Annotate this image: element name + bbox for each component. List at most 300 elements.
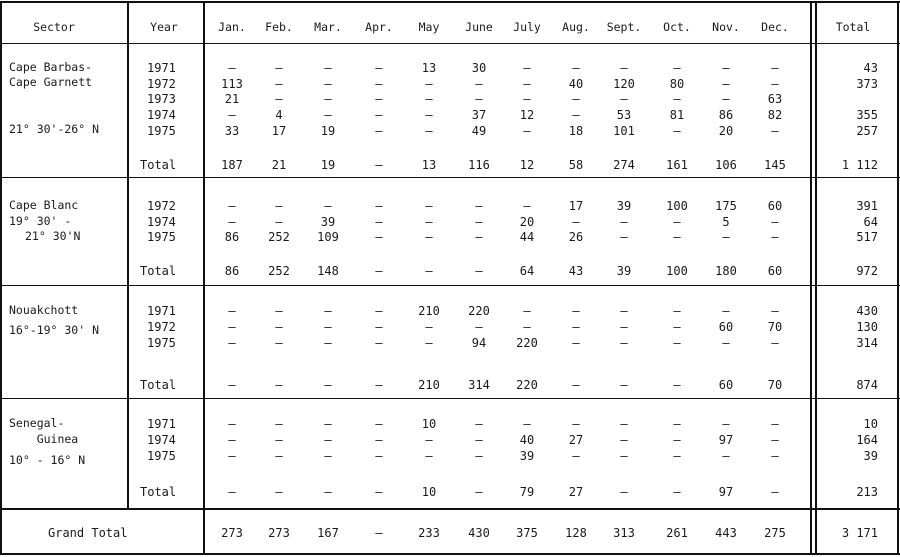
month-value-cell: 5: [722, 215, 730, 229]
month-value-cell: 109: [317, 230, 339, 244]
subtotal-value-cell: 210: [418, 378, 440, 392]
sector-label: 21° 30'N: [25, 229, 81, 243]
month-value-cell: –: [275, 449, 283, 463]
month-value-cell: 40: [519, 433, 535, 447]
month-value-cell: –: [228, 61, 236, 75]
month-value-cell: –: [673, 336, 681, 350]
subtotal-value-cell: 60: [718, 378, 734, 392]
grand-total-value-cell: 275: [764, 526, 786, 540]
subtotal-value-cell: –: [620, 485, 628, 499]
month-value-cell: –: [425, 320, 433, 334]
subtotal-value-cell: 187: [221, 158, 243, 172]
subtotal-value-cell: 58: [568, 158, 584, 172]
subtotal-value-cell: 116: [468, 158, 490, 172]
grand-total-value-cell: –: [375, 526, 383, 540]
year-month-divider: [203, 1, 205, 555]
row-total-cell: 430: [856, 304, 878, 318]
header-rule: [0, 43, 900, 44]
month-value-cell: 94: [471, 336, 487, 350]
month-value-cell: –: [375, 449, 383, 463]
year-cell: 1971: [147, 304, 176, 318]
subtotal-value-cell: 21: [271, 158, 287, 172]
month-value-cell: –: [523, 61, 531, 75]
month-value-cell: 19: [320, 124, 336, 138]
month-value-cell: 13: [421, 61, 437, 75]
month-value-cell: –: [620, 336, 628, 350]
subtotal-value-cell: 106: [715, 158, 737, 172]
month-value-cell: 86: [718, 108, 734, 122]
subtotal-value-cell: 79: [519, 485, 535, 499]
month-value-cell: –: [722, 230, 730, 244]
year-cell: 1974: [147, 108, 176, 122]
month-value-cell: –: [375, 77, 383, 91]
month-value-cell: –: [572, 320, 580, 334]
subtotal-value-cell: –: [228, 485, 236, 499]
group-rule: [0, 177, 900, 178]
sector-label: 10° - 16° N: [9, 453, 86, 467]
right-border: [897, 1, 899, 555]
month-value-cell: –: [375, 417, 383, 431]
month-value-cell: –: [572, 304, 580, 318]
subtotal-value-cell: –: [673, 378, 681, 392]
month-value-cell: –: [673, 230, 681, 244]
month-value-cell: –: [228, 215, 236, 229]
sector-year-divider: [127, 1, 129, 509]
subtotal-label: Total: [140, 158, 177, 172]
month-value-cell: –: [771, 304, 779, 318]
sector-label: Cape Barbas-: [9, 60, 93, 74]
month-value-cell: –: [722, 417, 730, 431]
month-value-cell: –: [722, 336, 730, 350]
column-header-month: Mar.: [314, 20, 342, 34]
month-value-cell: 210: [418, 304, 440, 318]
year-cell: 1974: [147, 433, 176, 447]
year-cell: 1975: [147, 449, 176, 463]
month-value-cell: –: [324, 320, 332, 334]
month-value-cell: –: [722, 61, 730, 75]
month-value-cell: 86: [224, 230, 240, 244]
month-value-cell: 70: [767, 320, 783, 334]
month-value-cell: 39: [616, 199, 632, 213]
month-value-cell: –: [425, 433, 433, 447]
subtotal-value-cell: 97: [718, 485, 734, 499]
month-value-cell: –: [771, 124, 779, 138]
subtotal-value-cell: –: [375, 485, 383, 499]
month-value-cell: –: [771, 417, 779, 431]
subtotal-value-cell: –: [572, 378, 580, 392]
year-cell: 1974: [147, 215, 176, 229]
row-total-cell: 517: [856, 230, 878, 244]
month-value-cell: –: [620, 417, 628, 431]
month-value-cell: –: [425, 215, 433, 229]
subtotal-value-cell: –: [475, 264, 483, 278]
subtotal-value-cell: –: [375, 378, 383, 392]
month-value-cell: –: [722, 77, 730, 91]
month-value-cell: –: [475, 449, 483, 463]
month-value-cell: 33: [224, 124, 240, 138]
month-value-cell: –: [523, 77, 531, 91]
month-value-cell: 175: [715, 199, 737, 213]
sector-label: 19° 30' -: [9, 214, 72, 228]
month-value-cell: 220: [516, 336, 538, 350]
month-value-cell: 252: [268, 230, 290, 244]
month-value-cell: –: [324, 336, 332, 350]
subtotal-value-cell: –: [475, 485, 483, 499]
subtotal-label: Total: [140, 264, 177, 278]
grand-total-value-cell: 430: [468, 526, 490, 540]
subtotal-value-cell: 180: [715, 264, 737, 278]
month-value-cell: 100: [666, 199, 688, 213]
subtotal-value-cell: 161: [666, 158, 688, 172]
month-value-cell: –: [771, 77, 779, 91]
subtotal-value-cell: 13: [421, 158, 437, 172]
column-header-month: July: [513, 20, 541, 34]
column-header-month: Nov.: [712, 20, 740, 34]
month-value-cell: –: [275, 77, 283, 91]
month-value-cell: 18: [568, 124, 584, 138]
month-value-cell: –: [275, 199, 283, 213]
subtotal-value-cell: 27: [568, 485, 584, 499]
row-total-cell: 43: [863, 61, 878, 75]
subtotal-value-cell: 314: [468, 378, 490, 392]
month-value-cell: –: [673, 320, 681, 334]
month-value-cell: 60: [767, 199, 783, 213]
month-value-cell: –: [572, 61, 580, 75]
column-header-month: Oct.: [663, 20, 691, 34]
month-value-cell: –: [275, 215, 283, 229]
month-value-cell: –: [523, 92, 531, 106]
month-value-cell: –: [771, 449, 779, 463]
row-total-cell: 10: [863, 417, 878, 431]
column-header-total: Total: [835, 20, 871, 34]
month-value-cell: 26: [568, 230, 584, 244]
month-value-cell: –: [475, 77, 483, 91]
month-value-cell: –: [620, 230, 628, 244]
month-value-cell: –: [275, 304, 283, 318]
month-value-cell: –: [673, 61, 681, 75]
month-value-cell: –: [228, 199, 236, 213]
row-total-cell: 373: [856, 77, 878, 91]
month-value-cell: –: [673, 215, 681, 229]
sector-label: 16°-19° 30' N: [9, 323, 100, 337]
grand-total-value-cell: 273: [221, 526, 243, 540]
month-value-cell: –: [425, 230, 433, 244]
month-value-cell: –: [475, 433, 483, 447]
grand-total-label: Grand Total: [48, 526, 128, 540]
month-value-cell: 63: [767, 92, 783, 106]
row-total-cell: 39: [863, 449, 878, 463]
month-value-cell: –: [425, 199, 433, 213]
sector-label: 21° 30'-26° N: [9, 122, 100, 136]
month-value-cell: 39: [320, 215, 336, 229]
month-value-cell: 17: [568, 199, 584, 213]
month-value-cell: –: [275, 417, 283, 431]
subtotal-value-cell: 148: [317, 264, 339, 278]
month-value-cell: –: [620, 433, 628, 447]
column-header-month: Aug.: [562, 20, 590, 34]
subtotal-value-cell: –: [228, 378, 236, 392]
year-cell: 1975: [147, 336, 176, 350]
month-value-cell: 81: [669, 108, 685, 122]
year-cell: 1971: [147, 61, 176, 75]
subtotal-value-cell: –: [375, 264, 383, 278]
sector-label: Guinea: [9, 432, 79, 446]
month-value-cell: –: [425, 449, 433, 463]
subtotal-value-cell: –: [324, 378, 332, 392]
row-total-cell: 64: [863, 215, 878, 229]
subtotal-value-cell: –: [324, 485, 332, 499]
month-value-cell: 44: [519, 230, 535, 244]
month-value-cell: 10: [421, 417, 437, 431]
month-value-cell: –: [771, 230, 779, 244]
month-value-cell: –: [475, 215, 483, 229]
month-value-cell: –: [228, 108, 236, 122]
month-value-cell: –: [620, 304, 628, 318]
subtotal-total-cell: 213: [856, 485, 878, 499]
month-value-cell: –: [275, 92, 283, 106]
month-value-cell: –: [275, 61, 283, 75]
month-value-cell: –: [620, 320, 628, 334]
month-value-cell: –: [620, 92, 628, 106]
month-value-cell: –: [324, 449, 332, 463]
grand-total-value-cell: 128: [565, 526, 587, 540]
month-value-cell: 220: [468, 304, 490, 318]
subtotal-total-cell: 972: [856, 264, 878, 278]
month-value-cell: –: [572, 108, 580, 122]
month-value-cell: 40: [568, 77, 584, 91]
month-value-cell: 53: [616, 108, 632, 122]
month-value-cell: 82: [767, 108, 783, 122]
month-value-cell: 27: [568, 433, 584, 447]
month-value-cell: –: [425, 108, 433, 122]
month-value-cell: –: [523, 304, 531, 318]
left-border: [0, 1, 2, 555]
month-value-cell: –: [425, 336, 433, 350]
month-total-divider-a: [810, 1, 812, 555]
month-value-cell: –: [620, 61, 628, 75]
sector-label: Nouakchott: [9, 303, 79, 317]
subtotal-value-cell: –: [620, 378, 628, 392]
column-header-month: June: [465, 20, 493, 34]
month-value-cell: –: [324, 77, 332, 91]
month-value-cell: 113: [221, 77, 243, 91]
grand-total-value-cell: 443: [715, 526, 737, 540]
column-header-year: Year: [150, 20, 178, 34]
subtotal-value-cell: 64: [519, 264, 535, 278]
sector-label: Senegal-: [9, 416, 65, 430]
subtotal-value-cell: 19: [320, 158, 336, 172]
month-value-cell: –: [425, 77, 433, 91]
row-total-cell: 130: [856, 320, 878, 334]
subtotal-value-cell: –: [673, 485, 681, 499]
month-value-cell: –: [722, 449, 730, 463]
bottom-rule: [0, 553, 900, 555]
month-value-cell: –: [475, 92, 483, 106]
subtotal-total-cell: 874: [856, 378, 878, 392]
month-value-cell: 37: [471, 108, 487, 122]
month-value-cell: –: [425, 92, 433, 106]
year-cell: 1975: [147, 230, 176, 244]
month-value-cell: –: [324, 92, 332, 106]
month-value-cell: –: [275, 320, 283, 334]
subtotal-value-cell: 12: [519, 158, 535, 172]
grand-total-value-cell: 313: [613, 526, 635, 540]
subtotal-value-cell: 43: [568, 264, 584, 278]
month-value-cell: –: [375, 433, 383, 447]
subtotal-value-cell: 60: [767, 264, 783, 278]
month-value-cell: 4: [275, 108, 283, 122]
month-value-cell: –: [771, 61, 779, 75]
month-value-cell: –: [475, 199, 483, 213]
month-value-cell: –: [375, 320, 383, 334]
month-value-cell: –: [475, 417, 483, 431]
subtotal-value-cell: 252: [268, 264, 290, 278]
month-value-cell: –: [523, 199, 531, 213]
grand-total-value-cell: 261: [666, 526, 688, 540]
month-value-cell: –: [228, 433, 236, 447]
subtotal-value-cell: –: [275, 485, 283, 499]
month-value-cell: –: [673, 92, 681, 106]
month-value-cell: 20: [519, 215, 535, 229]
subtotal-label: Total: [140, 485, 177, 499]
month-value-cell: 60: [718, 320, 734, 334]
month-value-cell: –: [572, 92, 580, 106]
month-value-cell: 101: [613, 124, 635, 138]
year-cell: 1971: [147, 417, 176, 431]
month-value-cell: –: [771, 215, 779, 229]
subtotal-value-cell: 10: [421, 485, 437, 499]
sector-label: Cape Blanc: [9, 198, 79, 212]
subtotal-value-cell: 274: [613, 158, 635, 172]
month-value-cell: 21: [224, 92, 240, 106]
month-value-cell: –: [375, 124, 383, 138]
month-value-cell: –: [620, 449, 628, 463]
year-cell: 1973: [147, 92, 176, 106]
month-value-cell: –: [324, 304, 332, 318]
grand-total-value-cell: 233: [418, 526, 440, 540]
month-value-cell: 49: [471, 124, 487, 138]
month-value-cell: –: [572, 215, 580, 229]
month-total-divider-b: [815, 1, 817, 555]
month-value-cell: –: [572, 417, 580, 431]
row-total-cell: 391: [856, 199, 878, 213]
month-value-cell: –: [673, 449, 681, 463]
year-cell: 1972: [147, 320, 176, 334]
month-value-cell: –: [673, 304, 681, 318]
year-cell: 1975: [147, 124, 176, 138]
month-value-cell: 20: [718, 124, 734, 138]
month-value-cell: –: [228, 336, 236, 350]
month-value-cell: 12: [519, 108, 535, 122]
grand-total-value-cell: 375: [516, 526, 538, 540]
month-value-cell: –: [275, 336, 283, 350]
subtotal-value-cell: 39: [616, 264, 632, 278]
month-value-cell: –: [673, 417, 681, 431]
month-value-cell: –: [228, 417, 236, 431]
month-value-cell: 39: [519, 449, 535, 463]
month-value-cell: –: [523, 320, 531, 334]
subtotal-value-cell: –: [425, 264, 433, 278]
column-header-month: Feb.: [265, 20, 293, 34]
column-header-month: May: [418, 20, 440, 34]
row-total-cell: 355: [856, 108, 878, 122]
month-value-cell: –: [375, 92, 383, 106]
month-value-cell: –: [324, 61, 332, 75]
column-header-month: Jan.: [218, 20, 246, 34]
month-value-cell: –: [375, 61, 383, 75]
subtotal-value-cell: 100: [666, 264, 688, 278]
month-value-cell: –: [475, 230, 483, 244]
month-value-cell: –: [375, 336, 383, 350]
month-value-cell: –: [375, 199, 383, 213]
month-value-cell: –: [228, 449, 236, 463]
month-value-cell: –: [228, 320, 236, 334]
column-header-month: Apr.: [365, 20, 393, 34]
month-value-cell: 30: [471, 61, 487, 75]
grand-total-rule: [0, 508, 900, 510]
grand-total-sum-cell: 3 171: [841, 526, 878, 540]
month-value-cell: –: [375, 215, 383, 229]
subtotal-value-cell: 70: [767, 378, 783, 392]
month-value-cell: –: [771, 433, 779, 447]
subtotal-value-cell: 86: [224, 264, 240, 278]
month-value-cell: –: [375, 230, 383, 244]
top-rule: [0, 1, 900, 3]
year-cell: 1972: [147, 199, 176, 213]
subtotal-label: Total: [140, 378, 177, 392]
row-total-cell: 314: [856, 336, 878, 350]
grand-total-value-cell: 273: [268, 526, 290, 540]
column-header-sector: Sector: [33, 20, 75, 34]
subtotal-value-cell: –: [375, 158, 383, 172]
month-value-cell: –: [722, 304, 730, 318]
month-value-cell: –: [572, 449, 580, 463]
row-total-cell: 164: [856, 433, 878, 447]
month-value-cell: –: [324, 433, 332, 447]
month-value-cell: –: [275, 433, 283, 447]
month-value-cell: –: [523, 417, 531, 431]
subtotal-value-cell: –: [275, 378, 283, 392]
month-value-cell: –: [475, 320, 483, 334]
month-value-cell: –: [523, 124, 531, 138]
month-value-cell: –: [324, 417, 332, 431]
subtotal-value-cell: 145: [764, 158, 786, 172]
group-rule: [0, 285, 900, 286]
month-value-cell: –: [375, 304, 383, 318]
month-value-cell: –: [771, 336, 779, 350]
month-value-cell: 97: [718, 433, 734, 447]
month-value-cell: –: [620, 215, 628, 229]
sector-label: Cape Garnett: [9, 75, 93, 89]
month-value-cell: 80: [669, 77, 685, 91]
month-value-cell: –: [375, 108, 383, 122]
subtotal-total-cell: 1 112: [841, 158, 878, 172]
column-header-month: Dec.: [761, 20, 789, 34]
month-value-cell: 120: [613, 77, 635, 91]
column-header-month: Sept.: [606, 20, 642, 34]
group-rule: [0, 398, 900, 399]
month-value-cell: –: [228, 304, 236, 318]
month-value-cell: –: [673, 433, 681, 447]
subtotal-value-cell: 220: [516, 378, 538, 392]
month-value-cell: 17: [271, 124, 287, 138]
month-value-cell: –: [425, 124, 433, 138]
year-cell: 1972: [147, 77, 176, 91]
grand-total-value-cell: 167: [317, 526, 339, 540]
month-value-cell: –: [673, 124, 681, 138]
month-value-cell: –: [722, 92, 730, 106]
month-value-cell: –: [324, 108, 332, 122]
